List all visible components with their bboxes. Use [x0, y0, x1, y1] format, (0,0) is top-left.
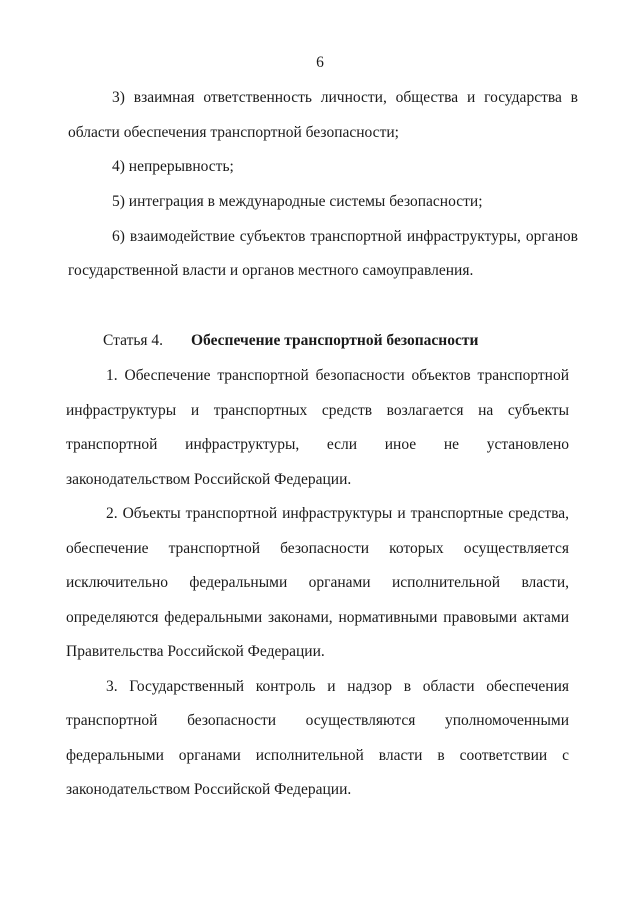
page-number: 6	[316, 54, 324, 71]
paragraph-2-line-5: Правительства Российской Федерации.	[66, 643, 325, 660]
list-item-3-line-2: области обеспечения транспортной безопасности;	[68, 124, 399, 141]
paragraph-2-line-4: определяются федеральными законами, нормативными правовыми актами	[66, 609, 569, 626]
paragraph-2-line-3: исключительно федеральными органами исполнительной власти,	[66, 574, 569, 591]
paragraph-3-line-2: транспортной безопасности осуществляются уполномоченными	[66, 712, 569, 729]
paragraph-2-line-1: 2. Объекты транспортной инфраструктуры и транспортные средства,	[106, 505, 569, 522]
list-item-3-line-1: 3) взаимная ответственность личности, общества и государства в	[112, 89, 578, 106]
paragraph-1-line-2: инфраструктуры и транспортных средств возлагается на субъекты	[66, 402, 569, 419]
list-item-6-line-2: государственной власти и органов местного самоуправления.	[68, 262, 474, 279]
paragraph-3-line-4: законодательством Российской Федерации.	[66, 781, 352, 798]
list-item-4: 4) непрерывность;	[112, 158, 234, 175]
paragraph-3-line-1: 3. Государственный контроль и надзор в области обеспечения	[106, 678, 569, 695]
paragraph-1-line-1: 1. Обеспечение транспортной безопасности объектов транспортной	[106, 367, 569, 384]
list-item-6-line-1: 6) взаимодействие субъектов транспортной инфраструктуры, органов	[112, 228, 578, 245]
article-label: Статья 4.	[103, 332, 164, 349]
paragraph-3-line-3: федеральными органами исполнительной власти в соответствии с	[66, 747, 569, 764]
article-title: Обеспечение транспортной безопасности	[191, 332, 479, 349]
paragraph-1-line-4: законодательством Российской Федерации.	[66, 471, 352, 488]
paragraph-2-line-2: обеспечение транспортной безопасности которых осуществляется	[66, 540, 569, 557]
paragraph-1-line-3: транспортной инфраструктуры, если иное не установлено	[66, 436, 569, 453]
list-item-5: 5) интеграция в международные системы безопасности;	[112, 193, 483, 210]
